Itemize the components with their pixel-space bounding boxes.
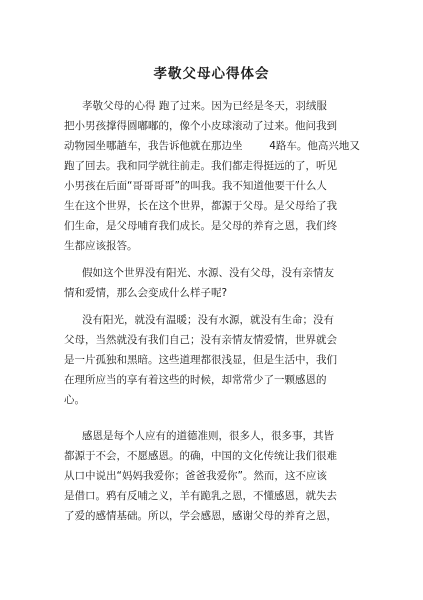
paragraph-gap (64, 256, 374, 263)
text-line: 心。 (64, 394, 85, 406)
paragraph-gap (64, 303, 374, 310)
paragraph (64, 310, 374, 410)
text-line: 父母，当然就没有我们自己；没有亲情友情爱情，世界就会 (64, 334, 337, 346)
text-line: 从口中说出“妈妈我爱你；爸爸我爱你”。然而，这不应该 (64, 470, 327, 482)
text-line: 感恩是每个人应有的道德准则，很多人，很多事，其皆 (82, 430, 334, 442)
text-line: 在理所应当的享有着这些的时候，却常常少了一颗感恩的 (64, 374, 327, 386)
text-line: 是借口。鸦有反哺之义，羊有跪乳之恩，不懂感恩，就失去 (64, 490, 337, 502)
text-line: 生都应该报答。 (64, 240, 138, 252)
text-line: 都源于不会，不愿感恩。的确，中国的文化传统让我们很难 (64, 450, 337, 462)
text-line: 跑了回去。我和同学就往前走。我们都走得挺远的了，听见 (64, 160, 337, 172)
text-line: 情和爱情，那么会变成什么样子呢? (64, 287, 228, 299)
text-line: 孝敬父母的心得 跑了过来。因为已经是冬天，羽绒服 (82, 100, 327, 112)
paragraph (64, 263, 374, 303)
text-line: 动物园坐哪趟车，我告诉他就在那边坐 4路车。他高兴地又 (64, 140, 360, 152)
paragraph (64, 426, 374, 526)
text-line: 没有阳光，就没有温暖；没有水源，就没有生命；没有 (82, 314, 334, 326)
text-line: 把小男孩撑得圆嘟嘟的，像个小皮球滚动了过来。他问我到 (64, 120, 337, 132)
text-line: 们生命，是父母哺育我们成长。是父母的养育之恩，我们终 (64, 220, 337, 232)
text-line: 假如这个世界没有阳光、水源、没有父母，没有亲情友 (82, 267, 334, 279)
text-line: 了爱的感情基础。所以，学会感恩，感谢父母的养育之恩， (64, 510, 337, 522)
paragraph (64, 96, 374, 256)
text-line: 小男孩在后面“哥哥哥哥”的叫我。我不知道他要干什么人 (64, 180, 327, 192)
paragraph-gap (64, 410, 374, 426)
page-title: 孝敬父母心得体会 (153, 66, 270, 82)
text-line: 生在这个世界，长在这个世界，都源于父母。是父母给了我 (64, 200, 337, 212)
text-line: 是一片孤独和黑暗。这些道理都很浅显，但是生活中，我们 (64, 354, 337, 366)
document-body (64, 96, 374, 526)
